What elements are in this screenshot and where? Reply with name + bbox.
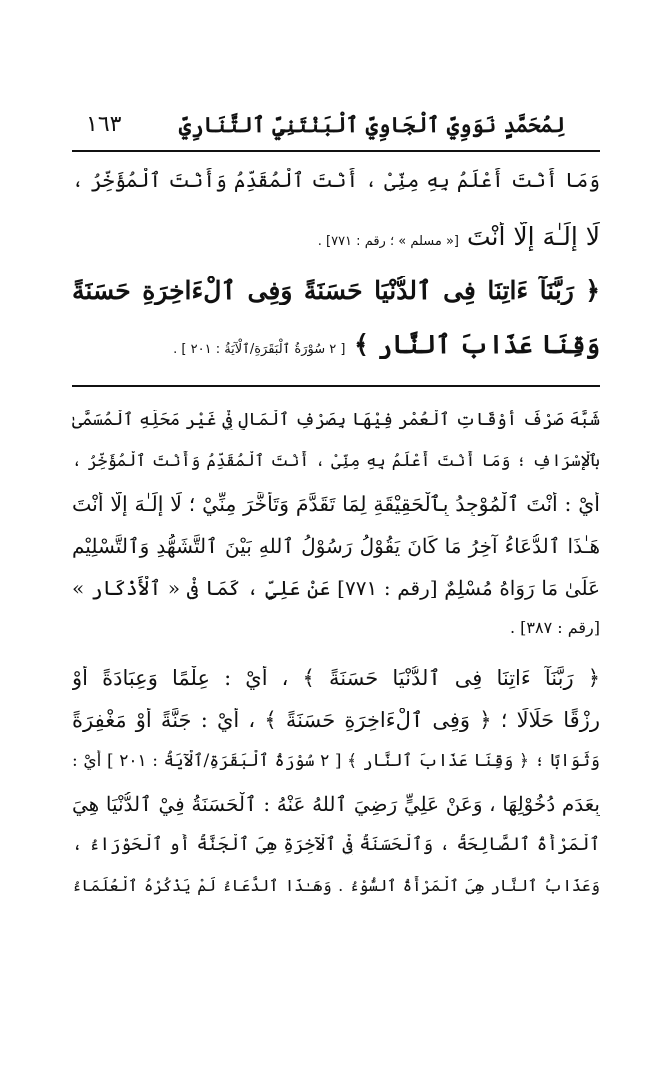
commentary-p1-line-3: أَيْ : أَنْتَ ٱلْمُوْجِدُ بِٱلْحَقِيْقَةِ لِمَا تَقَدَّمَ وَتَأَخَّرَ مِنِّيْ ؛ لَا إِلَـٰهَ إِلَّا أَنْتَ (72, 492, 600, 516)
quran-verse-line-2-text: وَقِنَا عَذَابَ ٱلنَّارِ ﴾ (354, 330, 600, 359)
quran-verse-reference: [ ٢ سُوْرَةُ ٱلْبَقَرَةِ/ٱلْآيَةُ : ٢٠١ ] . (173, 342, 346, 357)
commentary-p2-line-4: بِعَدَمِ دُخُوْلِهَا ، وَعَنْ عَلِيٍّ رَضِيَ ٱللهُ عَنْهُ : ٱلْحَسَنَةُ فِيْ ٱلدُّنْيَا هِيَ (72, 792, 600, 816)
upper-line-2-text: لَا إِلَـٰهَ إِلَّا أَنْتَ (466, 222, 600, 251)
commentary-p2-line-3: وَثَوَابًا ؛ ﴿ وَقِنَا عَذَابَ ٱلنَّارِ ﴾ [ ٢ سُوْرَةُ ٱلْبَقَرَةِ/ٱلْآيَةُ : ٢٠١ ] أَيْ : (72, 751, 600, 771)
quran-verse-line-2 (72, 330, 600, 359)
quran-verse-line-1: ﴿ رَبَّنَآ ءَاتِنَا فِى ٱلدُّنْيَا حَسَنَةً وَفِى ٱلْءَاخِرَةِ حَسَنَةً (72, 276, 600, 305)
running-header-title: لِمُحَمَّدٍ نَوَوِيّ ٱلْجَاوِيِّ ٱلْبَنْتَنِيِّ ٱلتَّنَارِيِّ (178, 112, 565, 137)
section-divider (72, 385, 600, 387)
upper-line-2 (72, 222, 600, 251)
page-number: ١٦٣ (86, 112, 122, 137)
commentary-p1-line-4: هَـٰذَا ٱلدُّعَاءُ آخِرُ مَا كَانَ يَقُوْلُ رَسُوْلُ ٱللهِ بَيْنَ ٱلتَّشَهُّدِ وَٱلتَّسْلِيْمِ (72, 534, 600, 558)
commentary-p2-line-1: ﴿ رَبَّنَآ ءَاتِنَا فِى ٱلدُّنْيَا حَسَنَةً ﴾ ، أَيْ : عِلْمًا وَعِبَادَةً أَوْ (72, 666, 600, 690)
header-rule (72, 150, 600, 152)
commentary-p1-line-1: شَبَّهَ صَرْفَ أَوْقَاتِ ٱلْعُمْرِ فِيْهَا بِصَرْفِ ٱلْمَالِ فِيْ غَيْرِ مَحَلِّهِ ٱلْمُسَمَّىٰ (72, 410, 600, 430)
commentary-p2-line-2: رِزْقًا حَلَالًا ؛ ﴿ وَفِى ٱلْءَاخِرَةِ حَسَنَةً ﴾ ، أَيْ : جَنَّةً أَوْ مَغْفِرَةً (72, 708, 600, 732)
commentary-p1-line-6: [رقم : ٣٨٧] . (509, 618, 600, 637)
commentary-p1-line-5: عَلَىٰ مَا رَوَاهُ مُسْلِمٌ [رقم : ٧٧١] عَنْ عَلِيٍّ ، كَمَا فِيْ « ٱلْأَذْكَارِ » (72, 576, 600, 600)
commentary-p2-line-6: وَعَذَابُ ٱلنَّارِ هِيَ ٱلْمَرْأَةُ ٱلسُّوْءُ . وَهَـٰذَا ٱلدُّعَاءُ لَمْ يَذْكُرْهُ ٱلْعُلَمَاءُ (72, 876, 600, 895)
commentary-p2-line-5: ٱلْمَرْأَةُ ٱلصَّالِحَةُ ، وَٱلْحَسَنَةُ فِيْ ٱلْآخِرَةِ هِيَ ٱلْجَنَّةُ أَوِ ٱلْحَوْرَاءُ ، (72, 834, 600, 855)
upper-line-2-reference: [« مسلم » ؛ رقم : ٧٧١] . (317, 234, 459, 249)
commentary-p1-line-2: بِٱلْإِسْرَافِ ؛ وَمَا أَنْتَ أَعْلَمُ بِهِ مِنِّيْ ، أَنْتَ ٱلْمُقَدِّمُ وَأَنْتَ ٱلْمُؤَخِّرُ ، (72, 451, 600, 470)
upper-line-1: وَمَا أَنْتَ أَعْلَمُ بِهِ مِنِّيْ ، أَنْتَ ٱلْمُقَدِّمُ وَأَنْتَ ٱلْمُؤَخِّرُ ، (72, 168, 600, 192)
